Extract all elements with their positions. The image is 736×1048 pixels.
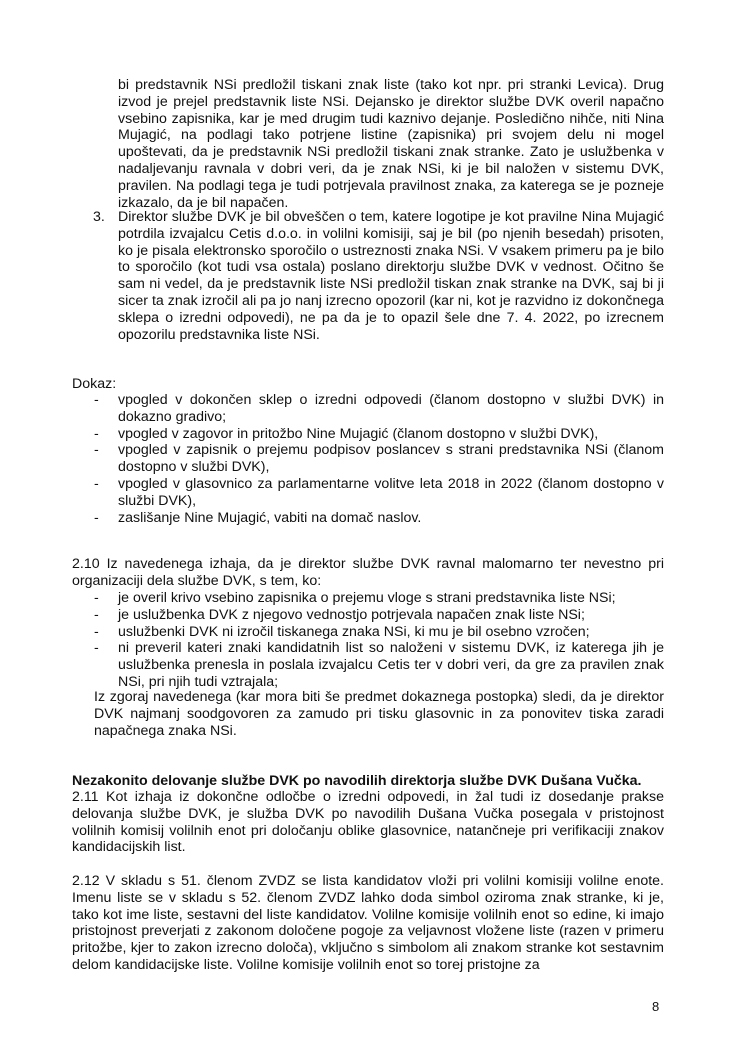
dash-bullet: - bbox=[94, 392, 99, 408]
list-item: - vpogled v dokončen sklep o izredni odpovedi (članom dostopno v službi DVK) in dokazno gradivo; bbox=[94, 392, 664, 425]
section-2-10-list bbox=[94, 590, 664, 691]
dash-bullet: - bbox=[94, 442, 99, 459]
section-2-10-intro: 2.10 Iz navedenega izhaja, da je direktor službe DVK ravnal malomarno ter nevestno pri organizaciji dela službe DVK, s tem, ko: bbox=[72, 556, 664, 589]
dash-bullet: - bbox=[94, 623, 99, 640]
list-item: - je overil krivo vsebino zapisnika o prejemu vloge s strani predstavnika liste NSi; bbox=[94, 590, 616, 606]
section-heading: Nezakonito delovanje službe DVK po navodilih direktorja službe DVK Dušana Vučka. bbox=[72, 773, 642, 789]
list-item: - vpogled v zapisnik o prejemu podpisov poslancev s strani predstavnika NSi (članom dostopno v službi DVK), bbox=[94, 442, 664, 476]
list-item: - je uslužbenka DVK z njegovo vednostjo potrjevala napačen znak liste NSi; bbox=[94, 606, 585, 623]
list-item: - vpogled v glasovnico za parlamentarne volitve leta 2018 in 2022 (članom dostopno v službi DVK), bbox=[94, 475, 664, 509]
intro-paragraph-block bbox=[118, 77, 664, 211]
dash-bullet: - bbox=[94, 475, 99, 492]
section-2-10-conclusion: Iz zgoraj navedenega (kar mora biti še predmet dokaznega postopka) sledi, da je direktor DVK najmanj soodgovoren za zamudo pri tisku glasovnic in za ponovitev tiska zaradi napačnega znaka NSi. bbox=[94, 689, 664, 739]
section-2-11: 2.11 Kot izhaja iz dokončne odločbe o izredni odpovedi, in žal tudi iz dosedanje prakse delovanja službe DVK, je služba DVK po navodilih Dušana Vučka posegala v pristojnost volilnih komisij volilnih enot pri določanju oblike glasovnice, natančneje pri verifikaciji znakov kandidacijskih list. bbox=[72, 789, 664, 856]
list-item: - uslužbenki DVK ni izročil tiskanega znaka NSi, ki mu je bil osebno vzročen; bbox=[94, 623, 590, 640]
list-item: - ni preveril kateri znaki kandidatnih list so naloženi v sistemu DVK, iz katerega jih je uslužbenka prenesla in poslala izvajalcu Cetis ter v dobri veri, da gre za pravilen znak NSi, pri njih tudi vztrajala; bbox=[94, 640, 664, 690]
evidence-label: Dokaz: bbox=[72, 376, 117, 392]
list-item: - vpogled v zagovor in pritožbo Nine Mujagić (članom dostopno v službi DVK), bbox=[94, 425, 599, 442]
evidence-list bbox=[94, 392, 664, 526]
page-number: 8 bbox=[652, 999, 660, 1014]
item-number: 3. bbox=[93, 209, 105, 225]
item-3-text: Direktor službe DVK je bil obveščen o tem, katere logotipe je kot pravilne Nina Mujagić potrdila izvajalcu Cetis d.o.o. in volilni komisiji, saj je bil (po njenih besedah) prisoten, ko je pisala elektronsko sporočilo o ustreznosti znaka NSi. V vsakem primeru pa je bilo to sporočilo (kot tudi vsa ostala) poslano direktorju službe DVK v vednost. Očitno še sam ni vedel, da je predstavnik liste NSi predložil tiskan znak stranke na DVK, saj bi ji sicer ta znak izročil ali pa jo nanj izrecno opozoril (kar ni, kot je razvidno iz dokončnega sklepa o izredni odpovedi), ne pa da je to opazil šele dne 7. 4. 2022, po izrecnem opozorilu predstavnika liste NSi. bbox=[118, 209, 664, 343]
dash-bullet: - bbox=[94, 425, 99, 442]
list-item: - zaslišanje Nine Mujagić, vabiti na domač naslov. bbox=[94, 509, 422, 526]
intro-paragraph: bi predstavnik NSi predložil tiskani znak liste (tako kot npr. pri stranki Levica). Drug izvod je prejel predstavnik liste NSi. Dejansko je direktor službe DVK overil napačno vsebino zapisnika, kar je med drugim tudi kaznivo dejanje. Posledično nihče, niti Nina Mujagić, na podlagi tako potrjene listine (zapisnika) pri svojem delu ni mogel upoštevati, da je predstavnik NSi predložil tiskani znak stranke. Zato je uslužbenka v nadaljevanju ravnala v dobri veri, da je znak NSi, ki je bil naložen v sistemu DVK, pravilen. Na podlagi tega je tudi potrjevala pravilnost znaka, za katerega se je pozneje izkazalo, da je bil napačen. bbox=[118, 77, 664, 211]
dash-bullet: - bbox=[94, 606, 99, 623]
section-2-12: 2.12 V skladu s 51. členom ZVDZ se lista kandidatov vloži pri volilni komisiji volilne enote. Imenu liste se v skladu s 52. členom ZVDZ lahko doda simbol oziroma znak stranke, ki je, tako kot ime liste, sestavni del liste kandidatov. Volilne komisije volilnih enot so edine, ki imajo pristojnost preverjati z zakonom določene pogoje za veljavnost vložene liste (razen v primeru pritožbe, kjer to zakon izrecno določa), vključno s simbolom ali znakom stranke kot sestavnim delom kandidacijske liste. Volilne komisije volilnih enot so torej pristojne za bbox=[72, 873, 664, 973]
dash-bullet: - bbox=[94, 509, 99, 526]
dash-bullet: - bbox=[94, 640, 99, 657]
dash-bullet: - bbox=[94, 590, 99, 606]
numbered-item-3 bbox=[93, 209, 664, 343]
